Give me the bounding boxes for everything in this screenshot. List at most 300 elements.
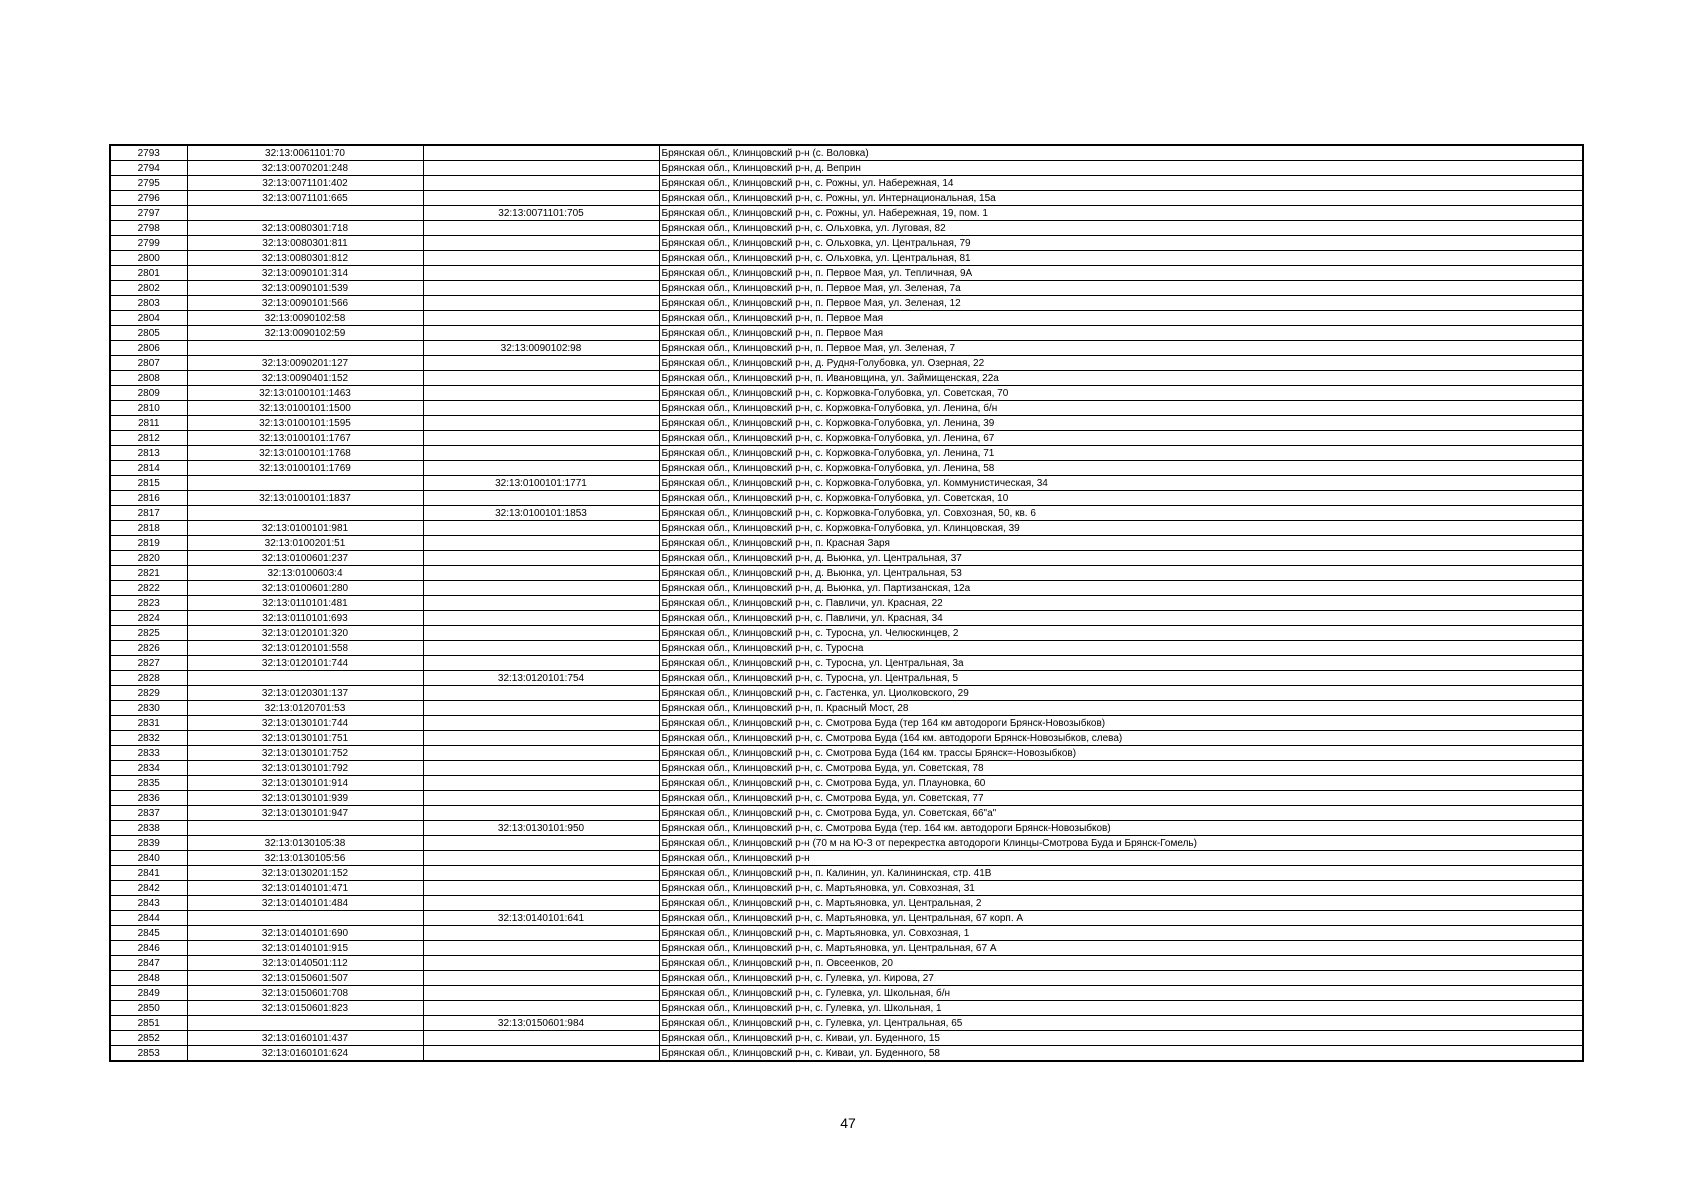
row-number-cell: 2824	[110, 611, 187, 626]
row-number-cell: 2844	[110, 911, 187, 926]
cadastral-number-cell: 32:13:0110101:693	[187, 611, 423, 626]
cadastral-number-cell: 32:13:0090101:566	[187, 296, 423, 311]
table-row	[110, 386, 1583, 401]
cadastral-number-cell: 32:13:0090401:152	[187, 371, 423, 386]
table-row	[110, 671, 1583, 686]
address-cell: Брянская обл., Клинцовский р-н, с. Смотрова Буда, ул. Советская, 66"а"	[659, 806, 1583, 821]
cadastral-number-alt-cell	[423, 956, 659, 971]
cadastral-number-alt-cell	[423, 281, 659, 296]
table-row	[110, 1031, 1583, 1046]
address-cell: Брянская обл., Клинцовский р-н, п. Первое Мая, ул. Зеленая, 12	[659, 296, 1583, 311]
cadastral-number-alt-cell	[423, 941, 659, 956]
table-row	[110, 145, 1583, 161]
cadastral-number-alt-cell: 32:13:0120101:754	[423, 671, 659, 686]
table-row	[110, 776, 1583, 791]
cadastral-number-cell: 32:13:0160101:437	[187, 1031, 423, 1046]
row-number-cell: 2808	[110, 371, 187, 386]
cadastral-number-alt-cell	[423, 611, 659, 626]
address-cell: Брянская обл., Клинцовский р-н, п. Калинин, ул. Калининская, стр. 41В	[659, 866, 1583, 881]
table-row	[110, 161, 1583, 176]
cadastral-number-alt-cell	[423, 191, 659, 206]
row-number-cell: 2836	[110, 791, 187, 806]
table-row	[110, 326, 1583, 341]
address-cell: Брянская обл., Клинцовский р-н, с. Смотрова Буда (тер. 164 км. автодороги Брянск-Новозыбков)	[659, 821, 1583, 836]
cadastral-number-cell: 32:13:0080301:718	[187, 221, 423, 236]
address-cell: Брянская обл., Клинцовский р-н, с. Коржовка-Голубовка, ул. Ленина, б/н	[659, 401, 1583, 416]
row-number-cell: 2819	[110, 536, 187, 551]
row-number-cell: 2799	[110, 236, 187, 251]
cadastral-number-alt-cell	[423, 251, 659, 266]
address-cell: Брянская обл., Клинцовский р-н, с. Гулевка, ул. Кирова, 27	[659, 971, 1583, 986]
cadastral-number-cell: 32:13:0130105:56	[187, 851, 423, 866]
table-row	[110, 236, 1583, 251]
address-cell: Брянская обл., Клинцовский р-н, с. Мартьяновка, ул. Центральная, 67 А	[659, 941, 1583, 956]
address-cell: Брянская обл., Клинцовский р-н, п. Первое Мая	[659, 326, 1583, 341]
table-row	[110, 761, 1583, 776]
table-row	[110, 986, 1583, 1001]
address-cell: Брянская обл., Клинцовский р-н, с. Коржовка-Голубовка, ул. Совхозная, 50, кв. 6	[659, 506, 1583, 521]
cadastral-number-cell: 32:13:0130101:744	[187, 716, 423, 731]
address-cell: Брянская обл., Клинцовский р-н, п. Овсеенков, 20	[659, 956, 1583, 971]
table-row	[110, 821, 1583, 836]
page-number: 47	[840, 1115, 856, 1131]
row-number-cell: 2803	[110, 296, 187, 311]
cadastral-number-alt-cell: 32:13:0130101:950	[423, 821, 659, 836]
table-row	[110, 731, 1583, 746]
table-row	[110, 626, 1583, 641]
address-cell: Брянская обл., Клинцовский р-н, п. Первое Мая	[659, 311, 1583, 326]
address-cell: Брянская обл., Клинцовский р-н, с. Туросна, ул. Центральная, 3а	[659, 656, 1583, 671]
table-row	[110, 506, 1583, 521]
table-row	[110, 716, 1583, 731]
cadastral-number-cell: 32:13:0130101:914	[187, 776, 423, 791]
address-cell: Брянская обл., Клинцовский р-н, с. Смотрова Буда (тер 164 км автодороги Брянск-Новозыбков)	[659, 716, 1583, 731]
address-cell: Брянская обл., Клинцовский р-н, с. Рожны, ул. Набережная, 19, пом. 1	[659, 206, 1583, 221]
cadastral-number-alt-cell	[423, 326, 659, 341]
cadastral-number-cell: 32:13:0100601:280	[187, 581, 423, 596]
address-cell: Брянская обл., Клинцовский р-н, с. Смотрова Буда, ул. Советская, 78	[659, 761, 1583, 776]
row-number-cell: 2841	[110, 866, 187, 881]
address-cell: Брянская обл., Клинцовский р-н, п. Ивановщина, ул. Займищенская, 22а	[659, 371, 1583, 386]
address-cell: Брянская обл., Клинцовский р-н, с. Павличи, ул. Красная, 22	[659, 596, 1583, 611]
row-number-cell: 2823	[110, 596, 187, 611]
address-cell: Брянская обл., Клинцовский р-н, с. Коржовка-Голубовка, ул. Ленина, 39	[659, 416, 1583, 431]
row-number-cell: 2838	[110, 821, 187, 836]
cadastral-number-cell: 32:13:0071101:402	[187, 176, 423, 191]
cadastral-number-alt-cell	[423, 356, 659, 371]
cadastral-number-cell: 32:13:0100101:1463	[187, 386, 423, 401]
cadastral-number-alt-cell	[423, 686, 659, 701]
address-cell: Брянская обл., Клинцовский р-н (с. Воловка)	[659, 145, 1583, 161]
cadastral-number-cell: 32:13:0090102:58	[187, 311, 423, 326]
cadastral-number-cell: 32:13:0140501:112	[187, 956, 423, 971]
cadastral-number-alt-cell	[423, 161, 659, 176]
cadastral-number-cell: 32:13:0120101:744	[187, 656, 423, 671]
row-number-cell: 2830	[110, 701, 187, 716]
address-cell: Брянская обл., Клинцовский р-н, д. Вьюнка, ул. Центральная, 53	[659, 566, 1583, 581]
row-number-cell: 2822	[110, 581, 187, 596]
row-number-cell: 2850	[110, 1001, 187, 1016]
cadastral-number-cell: 32:13:0160101:624	[187, 1046, 423, 1062]
address-cell: Брянская обл., Клинцовский р-н, п. Первое Мая, ул. Зеленая, 7а	[659, 281, 1583, 296]
address-cell: Брянская обл., Клинцовский р-н, с. Туросна, ул. Челюскинцев, 2	[659, 626, 1583, 641]
table-row	[110, 806, 1583, 821]
row-number-cell: 2801	[110, 266, 187, 281]
cadastral-number-alt-cell	[423, 266, 659, 281]
address-cell: Брянская обл., Клинцовский р-н, с. Коржовка-Голубовка, ул. Клинцовская, 39	[659, 521, 1583, 536]
table-row	[110, 641, 1583, 656]
cadastral-number-alt-cell	[423, 371, 659, 386]
row-number-cell: 2840	[110, 851, 187, 866]
address-cell: Брянская обл., Клинцовский р-н (70 м на Ю-З от перекрестка автодороги Клинцы-Смотрова Буда и Брянск-Гомель)	[659, 836, 1583, 851]
table-row	[110, 581, 1583, 596]
cadastral-number-cell: 32:13:0100101:981	[187, 521, 423, 536]
cadastral-number-alt-cell	[423, 1031, 659, 1046]
address-cell: Брянская обл., Клинцовский р-н, с. Мартьяновка, ул. Центральная, 2	[659, 896, 1583, 911]
row-number-cell: 2828	[110, 671, 187, 686]
cadastral-number-cell: 32:13:0080301:812	[187, 251, 423, 266]
row-number-cell: 2800	[110, 251, 187, 266]
row-number-cell: 2832	[110, 731, 187, 746]
row-number-cell: 2845	[110, 926, 187, 941]
cadastral-number-alt-cell	[423, 986, 659, 1001]
address-cell: Брянская обл., Клинцовский р-н, с. Коржовка-Голубовка, ул. Коммунистическая, 34	[659, 476, 1583, 491]
table-row	[110, 956, 1583, 971]
address-cell: Брянская обл., Клинцовский р-н, с. Мартьяновка, ул. Совхозная, 31	[659, 881, 1583, 896]
table-row	[110, 251, 1583, 266]
address-cell: Брянская обл., Клинцовский р-н, с. Ольховка, ул. Центральная, 79	[659, 236, 1583, 251]
cadastral-number-cell: 32:13:0090101:539	[187, 281, 423, 296]
cadastral-number-cell	[187, 911, 423, 926]
cadastral-number-cell: 32:13:0100201:51	[187, 536, 423, 551]
row-number-cell: 2814	[110, 461, 187, 476]
address-cell: Брянская обл., Клинцовский р-н, с. Смотрова Буда, ул. Плауновка, 60	[659, 776, 1583, 791]
row-number-cell: 2847	[110, 956, 187, 971]
table-row	[110, 881, 1583, 896]
cadastral-number-alt-cell	[423, 881, 659, 896]
cadastral-number-alt-cell: 32:13:0140101:641	[423, 911, 659, 926]
cadastral-number-cell	[187, 506, 423, 521]
address-cell: Брянская обл., Клинцовский р-н, п. Первое Мая, ул. Зеленая, 7	[659, 341, 1583, 356]
cadastral-number-cell: 32:13:0120301:137	[187, 686, 423, 701]
row-number-cell: 2796	[110, 191, 187, 206]
cadastral-number-alt-cell	[423, 761, 659, 776]
cadastral-number-alt-cell	[423, 431, 659, 446]
cadastral-number-cell: 32:13:0100101:1768	[187, 446, 423, 461]
row-number-cell: 2839	[110, 836, 187, 851]
cadastral-number-alt-cell	[423, 971, 659, 986]
address-cell: Брянская обл., Клинцовский р-н, с. Гастенка, ул. Циолковского, 29	[659, 686, 1583, 701]
table-row	[110, 911, 1583, 926]
address-cell: Брянская обл., Клинцовский р-н, с. Павличи, ул. Красная, 34	[659, 611, 1583, 626]
cadastral-table	[109, 144, 1584, 1062]
cadastral-number-cell: 32:13:0130201:152	[187, 866, 423, 881]
cadastral-number-cell: 32:13:0100603:4	[187, 566, 423, 581]
address-cell: Брянская обл., Клинцовский р-н, п. Первое Мая, ул. Тепличная, 9А	[659, 266, 1583, 281]
address-cell: Брянская обл., Клинцовский р-н, с. Коржовка-Голубовка, ул. Советская, 70	[659, 386, 1583, 401]
address-cell: Брянская обл., Клинцовский р-н, с. Гулевка, ул. Школьная, б/н	[659, 986, 1583, 1001]
cadastral-number-alt-cell	[423, 656, 659, 671]
row-number-cell: 2843	[110, 896, 187, 911]
table-row	[110, 596, 1583, 611]
cadastral-number-cell	[187, 206, 423, 221]
cadastral-number-cell	[187, 671, 423, 686]
row-number-cell: 2811	[110, 416, 187, 431]
row-number-cell: 2820	[110, 551, 187, 566]
cadastral-number-cell: 32:13:0100101:1769	[187, 461, 423, 476]
address-cell: Брянская обл., Клинцовский р-н, с. Рожны, ул. Интернациональная, 15а	[659, 191, 1583, 206]
cadastral-number-alt-cell: 32:13:0150601:984	[423, 1016, 659, 1031]
cadastral-number-alt-cell	[423, 1001, 659, 1016]
address-cell: Брянская обл., Клинцовский р-н, с. Мартьяновка, ул. Совхозная, 1	[659, 926, 1583, 941]
row-number-cell: 2831	[110, 716, 187, 731]
cadastral-number-alt-cell	[423, 701, 659, 716]
table-row	[110, 686, 1583, 701]
table-row	[110, 851, 1583, 866]
row-number-cell: 2852	[110, 1031, 187, 1046]
cadastral-number-cell: 32:13:0061101:70	[187, 145, 423, 161]
cadastral-number-alt-cell: 32:13:0071101:705	[423, 206, 659, 221]
address-cell: Брянская обл., Клинцовский р-н, с. Рожны, ул. Набережная, 14	[659, 176, 1583, 191]
cadastral-number-alt-cell	[423, 926, 659, 941]
cadastral-number-alt-cell	[423, 716, 659, 731]
table-row	[110, 656, 1583, 671]
cadastral-number-alt-cell	[423, 641, 659, 656]
cadastral-number-alt-cell	[423, 791, 659, 806]
address-cell: Брянская обл., Клинцовский р-н, с. Смотрова Буда (164 км. автодороги Брянск-Новозыбков, слева)	[659, 731, 1583, 746]
cadastral-number-cell: 32:13:0100601:237	[187, 551, 423, 566]
cadastral-number-cell: 32:13:0120701:53	[187, 701, 423, 716]
row-number-cell: 2816	[110, 491, 187, 506]
row-number-cell: 2809	[110, 386, 187, 401]
table-row	[110, 836, 1583, 851]
row-number-cell: 2795	[110, 176, 187, 191]
cadastral-number-cell: 32:13:0150601:708	[187, 986, 423, 1001]
table-row	[110, 191, 1583, 206]
cadastral-number-cell	[187, 821, 423, 836]
address-cell: Брянская обл., Клинцовский р-н, с. Гулевка, ул. Центральная, 65	[659, 1016, 1583, 1031]
row-number-cell: 2849	[110, 986, 187, 1001]
cadastral-number-alt-cell	[423, 145, 659, 161]
cadastral-number-cell	[187, 1016, 423, 1031]
row-number-cell: 2825	[110, 626, 187, 641]
row-number-cell: 2853	[110, 1046, 187, 1062]
cadastral-number-alt-cell	[423, 806, 659, 821]
cadastral-number-cell: 32:13:0090201:127	[187, 356, 423, 371]
table-row	[110, 791, 1583, 806]
address-cell: Брянская обл., Клинцовский р-н, с. Смотрова Буда, ул. Советская, 77	[659, 791, 1583, 806]
row-number-cell: 2805	[110, 326, 187, 341]
cadastral-number-cell: 32:13:0130101:751	[187, 731, 423, 746]
cadastral-number-alt-cell: 32:13:0100101:1771	[423, 476, 659, 491]
cadastral-number-alt-cell: 32:13:0100101:1853	[423, 506, 659, 521]
row-number-cell: 2812	[110, 431, 187, 446]
cadastral-number-cell: 32:13:0130101:947	[187, 806, 423, 821]
address-cell: Брянская обл., Клинцовский р-н, с. Коржовка-Голубовка, ул. Ленина, 71	[659, 446, 1583, 461]
table-row	[110, 401, 1583, 416]
row-number-cell: 2804	[110, 311, 187, 326]
row-number-cell: 2818	[110, 521, 187, 536]
table-row	[110, 1046, 1583, 1062]
address-cell: Брянская обл., Клинцовский р-н, с. Мартьяновка, ул. Центральная, 67 корп. А	[659, 911, 1583, 926]
cadastral-number-cell: 32:13:0110101:481	[187, 596, 423, 611]
table-row	[110, 1001, 1583, 1016]
row-number-cell: 2810	[110, 401, 187, 416]
cadastral-number-cell: 32:13:0090102:59	[187, 326, 423, 341]
row-number-cell: 2846	[110, 941, 187, 956]
row-number-cell: 2815	[110, 476, 187, 491]
table-row	[110, 971, 1583, 986]
cadastral-number-alt-cell	[423, 1046, 659, 1062]
cadastral-number-alt-cell	[423, 626, 659, 641]
table-row	[110, 431, 1583, 446]
table-row	[110, 551, 1583, 566]
cadastral-number-cell: 32:13:0130101:752	[187, 746, 423, 761]
table-row	[110, 896, 1583, 911]
cadastral-number-alt-cell	[423, 836, 659, 851]
address-cell: Брянская обл., Клинцовский р-н, п. Красная Заря	[659, 536, 1583, 551]
table-row	[110, 206, 1583, 221]
cadastral-number-alt-cell	[423, 176, 659, 191]
table-row	[110, 1016, 1583, 1031]
table-row	[110, 461, 1583, 476]
address-cell: Брянская обл., Клинцовский р-н, с. Коржовка-Голубовка, ул. Ленина, 58	[659, 461, 1583, 476]
table-row	[110, 866, 1583, 881]
address-cell: Брянская обл., Клинцовский р-н, с. Гулевка, ул. Школьная, 1	[659, 1001, 1583, 1016]
table-row	[110, 926, 1583, 941]
row-number-cell: 2797	[110, 206, 187, 221]
row-number-cell: 2842	[110, 881, 187, 896]
table-row	[110, 296, 1583, 311]
table-row	[110, 221, 1583, 236]
row-number-cell: 2826	[110, 641, 187, 656]
cadastral-number-cell: 32:13:0140101:690	[187, 926, 423, 941]
cadastral-number-cell: 32:13:0130101:792	[187, 761, 423, 776]
cadastral-number-alt-cell	[423, 521, 659, 536]
cadastral-number-alt-cell	[423, 446, 659, 461]
row-number-cell: 2827	[110, 656, 187, 671]
cadastral-number-cell: 32:13:0080301:811	[187, 236, 423, 251]
cadastral-number-alt-cell	[423, 746, 659, 761]
row-number-cell: 2848	[110, 971, 187, 986]
table-row	[110, 356, 1583, 371]
address-cell: Брянская обл., Клинцовский р-н, д. Вьюнка, ул. Центральная, 37	[659, 551, 1583, 566]
cadastral-number-cell: 32:13:0100101:1595	[187, 416, 423, 431]
cadastral-number-cell: 32:13:0120101:320	[187, 626, 423, 641]
row-number-cell: 2798	[110, 221, 187, 236]
cadastral-number-cell: 32:13:0100101:1767	[187, 431, 423, 446]
row-number-cell: 2833	[110, 746, 187, 761]
cadastral-number-alt-cell	[423, 851, 659, 866]
cadastral-number-alt-cell	[423, 401, 659, 416]
cadastral-number-alt-cell	[423, 896, 659, 911]
table-row	[110, 476, 1583, 491]
cadastral-number-alt-cell: 32:13:0090102:98	[423, 341, 659, 356]
address-cell: Брянская обл., Клинцовский р-н, с. Коржовка-Голубовка, ул. Ленина, 67	[659, 431, 1583, 446]
address-cell: Брянская обл., Клинцовский р-н, с. Киваи, ул. Буденного, 58	[659, 1046, 1583, 1062]
cadastral-number-alt-cell	[423, 551, 659, 566]
table-row	[110, 611, 1583, 626]
table-row	[110, 176, 1583, 191]
table-row	[110, 941, 1583, 956]
address-cell: Брянская обл., Клинцовский р-н, с. Туросна	[659, 641, 1583, 656]
address-cell: Брянская обл., Клинцовский р-н, с. Киваи, ул. Буденного, 15	[659, 1031, 1583, 1046]
table-row	[110, 701, 1583, 716]
table-row	[110, 416, 1583, 431]
table-row	[110, 266, 1583, 281]
table-row	[110, 311, 1583, 326]
row-number-cell: 2837	[110, 806, 187, 821]
address-cell: Брянская обл., Клинцовский р-н, с. Ольховка, ул. Центральная, 81	[659, 251, 1583, 266]
cadastral-number-alt-cell	[423, 296, 659, 311]
row-number-cell: 2829	[110, 686, 187, 701]
cadastral-number-cell: 32:13:0100101:1837	[187, 491, 423, 506]
table-row	[110, 281, 1583, 296]
cadastral-number-alt-cell	[423, 416, 659, 431]
cadastral-number-alt-cell	[423, 581, 659, 596]
row-number-cell: 2802	[110, 281, 187, 296]
cadastral-number-alt-cell	[423, 731, 659, 746]
cadastral-number-alt-cell	[423, 536, 659, 551]
cadastral-number-alt-cell	[423, 386, 659, 401]
cadastral-number-cell: 32:13:0140101:471	[187, 881, 423, 896]
cadastral-number-alt-cell	[423, 491, 659, 506]
cadastral-number-alt-cell	[423, 236, 659, 251]
cadastral-number-cell: 32:13:0150601:507	[187, 971, 423, 986]
cadastral-number-cell: 32:13:0120101:558	[187, 641, 423, 656]
cadastral-number-alt-cell	[423, 311, 659, 326]
cadastral-number-cell: 32:13:0140101:484	[187, 896, 423, 911]
cadastral-number-cell: 32:13:0130101:939	[187, 791, 423, 806]
address-cell: Брянская обл., Клинцовский р-н, д. Веприн	[659, 161, 1583, 176]
cadastral-number-alt-cell	[423, 461, 659, 476]
table-row	[110, 371, 1583, 386]
cadastral-number-cell: 32:13:0140101:915	[187, 941, 423, 956]
cadastral-number-cell: 32:13:0070201:248	[187, 161, 423, 176]
cadastral-number-alt-cell	[423, 221, 659, 236]
address-cell: Брянская обл., Клинцовский р-н, д. Рудня-Голубовка, ул. Озерная, 22	[659, 356, 1583, 371]
row-number-cell: 2793	[110, 145, 187, 161]
address-cell: Брянская обл., Клинцовский р-н, с. Коржовка-Голубовка, ул. Советская, 10	[659, 491, 1583, 506]
cadastral-number-cell: 32:13:0130105:38	[187, 836, 423, 851]
cadastral-number-cell: 32:13:0100101:1500	[187, 401, 423, 416]
table-row	[110, 566, 1583, 581]
row-number-cell: 2806	[110, 341, 187, 356]
address-cell: Брянская обл., Клинцовский р-н	[659, 851, 1583, 866]
address-cell: Брянская обл., Клинцовский р-н, п. Красный Мост, 28	[659, 701, 1583, 716]
cadastral-number-alt-cell	[423, 776, 659, 791]
cadastral-number-cell: 32:13:0090101:314	[187, 266, 423, 281]
table-row	[110, 341, 1583, 356]
row-number-cell: 2834	[110, 761, 187, 776]
cadastral-number-alt-cell	[423, 866, 659, 881]
table-row	[110, 521, 1583, 536]
table-row	[110, 746, 1583, 761]
cadastral-number-cell	[187, 476, 423, 491]
address-cell: Брянская обл., Клинцовский р-н, д. Вьюнка, ул. Партизанская, 12а	[659, 581, 1583, 596]
address-cell: Брянская обл., Клинцовский р-н, с. Смотрова Буда (164 км. трассы Брянск=-Новозыбков)	[659, 746, 1583, 761]
cadastral-number-cell	[187, 341, 423, 356]
row-number-cell: 2835	[110, 776, 187, 791]
table-body	[110, 145, 1583, 1061]
table-row	[110, 536, 1583, 551]
address-cell: Брянская обл., Клинцовский р-н, с. Туросна, ул. Центральная, 5	[659, 671, 1583, 686]
cadastral-number-cell: 32:13:0071101:665	[187, 191, 423, 206]
row-number-cell: 2807	[110, 356, 187, 371]
row-number-cell: 2821	[110, 566, 187, 581]
address-cell: Брянская обл., Клинцовский р-н, с. Ольховка, ул. Луговая, 82	[659, 221, 1583, 236]
cadastral-number-cell: 32:13:0150601:823	[187, 1001, 423, 1016]
